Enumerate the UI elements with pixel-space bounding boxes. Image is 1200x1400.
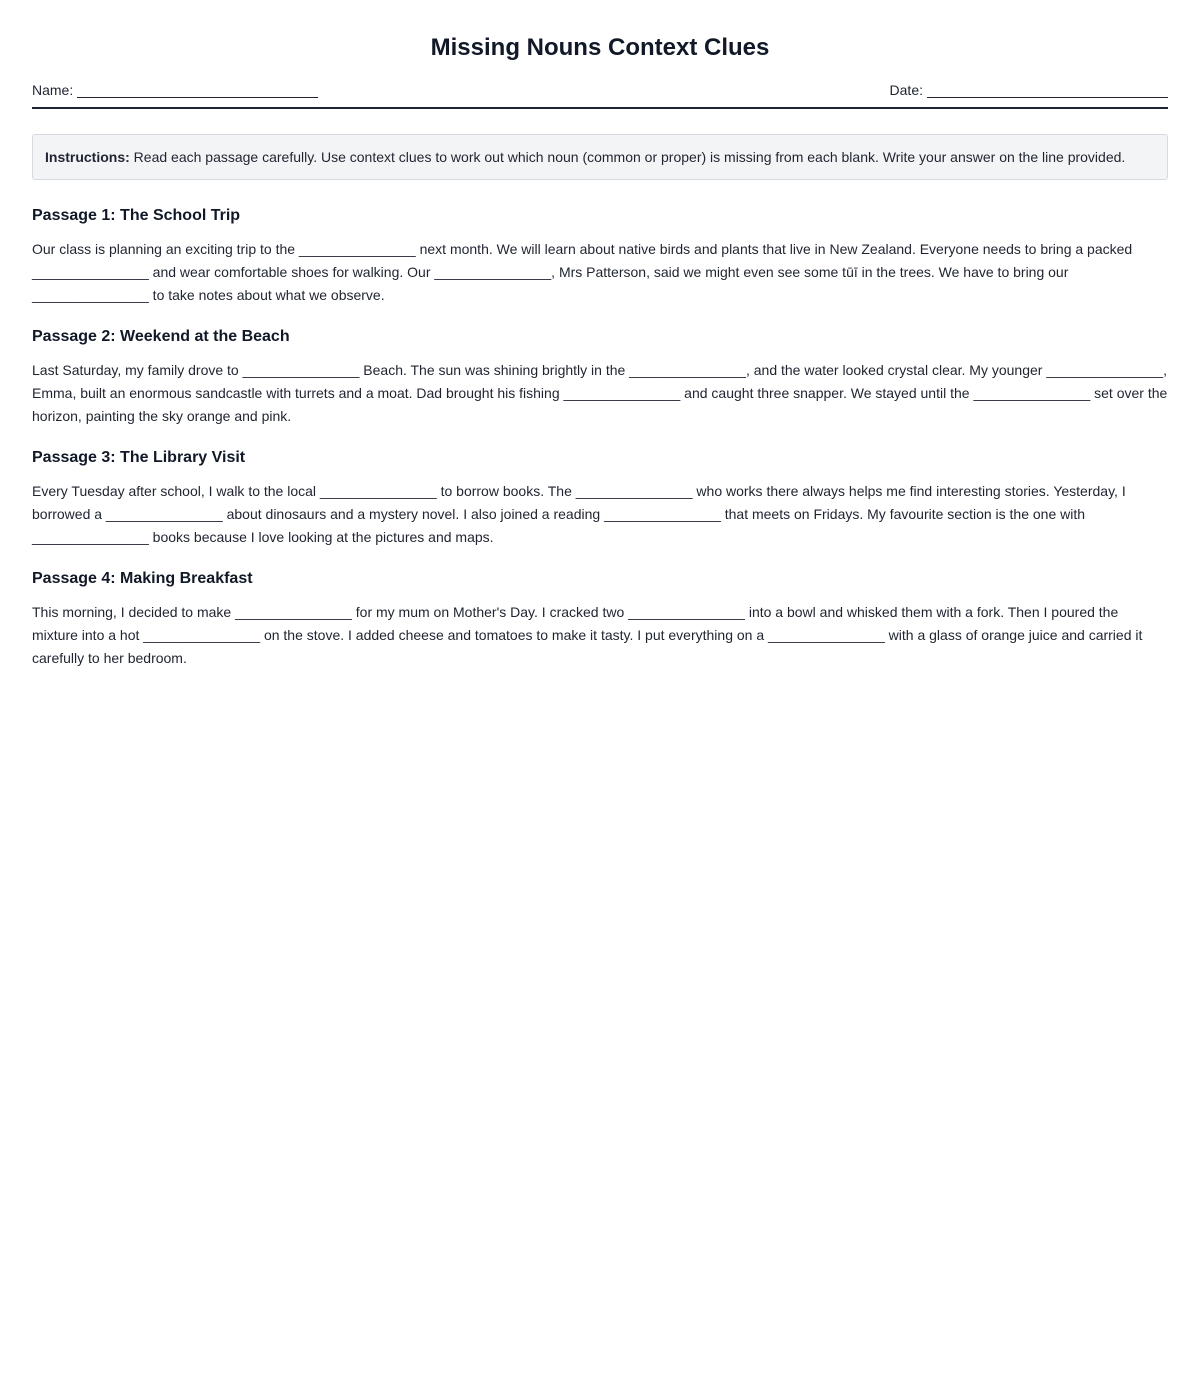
passage-text: Last Saturday, my family drove to _______________ Beach. The sun was shining brightly in the _______________, and the water looked crystal clear. My younger _______________, Emma, built an enormous sandcastle with turrets and a moat. Dad brought his fishing _______________ and caught three snapper. We stayed until the _______________ set over the horizon, painting the sky orange and pink. [32,362,1168,424]
passage-3 [32,448,1168,549]
instructions-label: Instructions: [45,149,130,165]
date-field [890,82,1168,98]
passage-text: Our class is planning an exciting trip to the _______________ next month. We will learn about native birds and plants that live in New Zealand. Everyone needs to bring a packed _______________ and wear comfortable shoes for walking. Our _______________, Mrs Patterson, said we might even see some tūī in the trees. We have to bring our _______________ to take notes about what we observe. [32,241,1133,303]
date-label: Date: [889,82,923,98]
passage-4 [32,569,1168,670]
passage-text: Every Tuesday after school, I walk to the local _______________ to borrow books. The _______________ who works there always helps me find interesting stories. Yesterday, I borrowed a _______________ about dinosaurs and a mystery novel. I also joined a reading _______________ that meets on Fridays. My favourite section is the one with _______________ books because I love looking at the pictures and maps. [32,483,1126,545]
name-line[interactable] [77,83,318,98]
name-field [32,82,318,98]
worksheet-header [32,82,1168,109]
passage-2 [32,327,1168,428]
worksheet-page [32,0,1168,670]
name-label: Name: [32,82,74,98]
instructions-text: Read each passage carefully. Use context clues to work out which noun (common or proper) is missing from each blank. Write your answer on the line provided. [133,149,1126,165]
passage-1 [32,206,1168,307]
passage-text: This morning, I decided to make _______________ for my mum on Mother's Day. I cracked two _______________ into a bowl and whisked them with a fork. Then I poured the mixture into a hot _______________ on the stove. I added cheese and tomatoes to make it tasty. I put everything on a _______________ with a glass of orange juice and carried it carefully to her bedroom. [32,604,1143,666]
page-title: Missing Nouns Context Clues [430,34,770,61]
passage-title: Passage 4: Making Breakfast [32,570,253,587]
date-line[interactable] [927,83,1168,98]
instructions-box [32,134,1168,180]
passage-title: Passage 3: The Library Visit [32,449,246,466]
passage-title: Passage 2: Weekend at the Beach [32,328,290,345]
passage-title: Passage 1: The School Trip [32,207,241,224]
